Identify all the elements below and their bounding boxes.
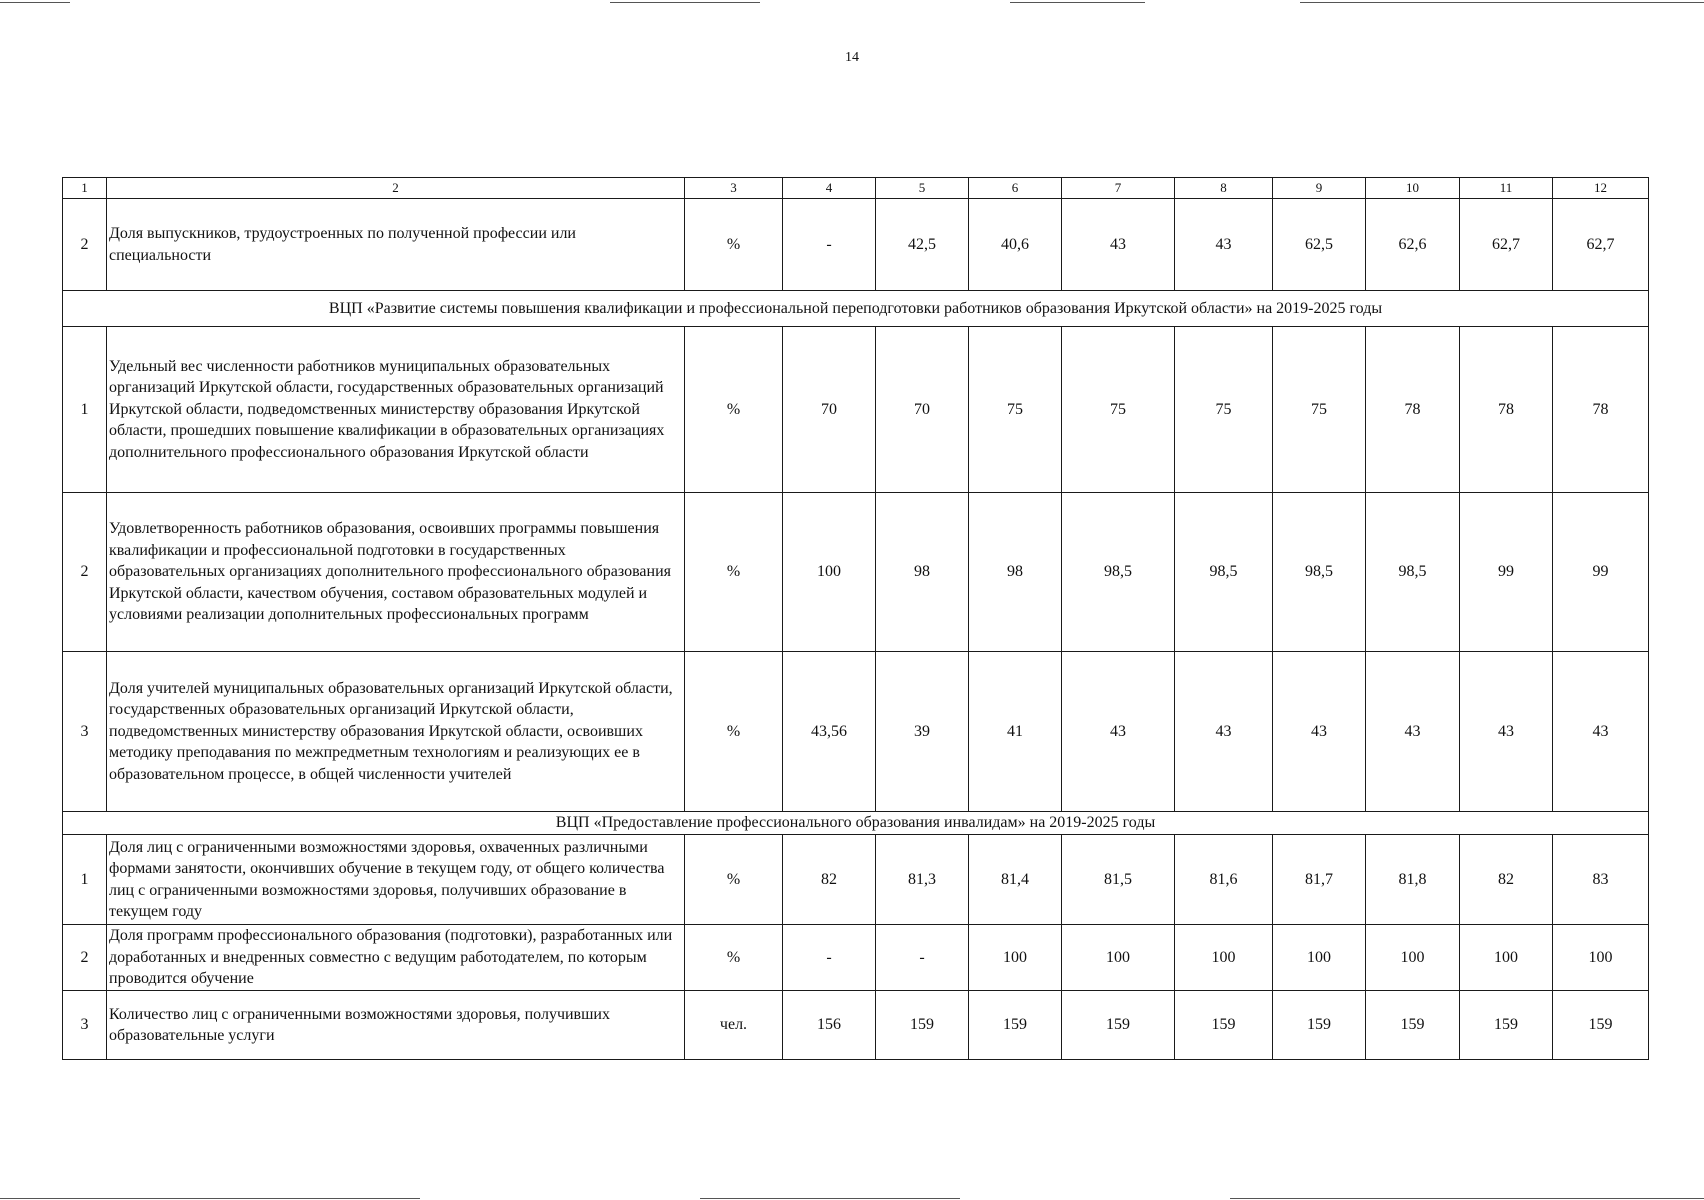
row-number-cell: 3 — [63, 652, 107, 812]
indicator-row — [63, 925, 1649, 991]
column-number-cell: 6 — [969, 178, 1062, 199]
indicator-name-cell: Доля выпускников, трудоустроенных по полученной профессии или специальности — [107, 199, 685, 291]
value-cell: 43 — [1460, 652, 1553, 812]
value-cell: 39 — [876, 652, 969, 812]
indicator-name-cell: Доля учителей муниципальных образовательных организаций Иркутской области, государственных образовательных организаций Иркутской области, подведомственных министерству образования Иркутской области, освоивших методику преподавания по межпредметным технологиям и реализующих ее в образовательном процессе, в общей численности учителей — [107, 652, 685, 812]
unit-cell: % — [685, 925, 783, 991]
value-cell: 42,5 — [876, 199, 969, 291]
value-cell: 100 — [1553, 925, 1649, 991]
scan-edge-mark — [1230, 1198, 1704, 1199]
value-cell: 100 — [1460, 925, 1553, 991]
indicator-row — [63, 835, 1649, 925]
row-number-cell: 1 — [63, 327, 107, 493]
indicators-table — [62, 177, 1649, 1060]
value-cell: 99 — [1460, 493, 1553, 652]
value-cell: 159 — [1553, 991, 1649, 1060]
column-number-cell: 4 — [783, 178, 876, 199]
column-number-cell: 2 — [107, 178, 685, 199]
value-cell: - — [783, 925, 876, 991]
column-number-cell: 8 — [1175, 178, 1273, 199]
value-cell: 81,6 — [1175, 835, 1273, 925]
column-number-cell: 7 — [1062, 178, 1175, 199]
value-cell: 98,5 — [1366, 493, 1460, 652]
value-cell: 43 — [1062, 199, 1175, 291]
indicator-name-cell: Доля лиц с ограниченными возможностями здоровья, охваченных различными формами занятости, окончивших обучение в текущем году, от общего количества лиц с ограниченными возможностями здоровья, получивших образование в текущем году — [107, 835, 685, 925]
column-number-cell: 12 — [1553, 178, 1649, 199]
table-body — [63, 178, 1649, 1060]
value-cell: 82 — [1460, 835, 1553, 925]
value-cell: 81,7 — [1273, 835, 1366, 925]
column-number-cell: 5 — [876, 178, 969, 199]
value-cell: 70 — [876, 327, 969, 493]
value-cell: 100 — [1062, 925, 1175, 991]
value-cell: 159 — [1062, 991, 1175, 1060]
value-cell: 81,5 — [1062, 835, 1175, 925]
unit-cell: чел. — [685, 991, 783, 1060]
unit-cell: % — [685, 493, 783, 652]
indicator-name-cell: Удовлетворенность работников образования, освоивших программы повышения квалификации и профессиональной подготовки в государственных образовательных организациях дополнительного профессионального образования Иркутской области, качеством обучения, составом образовательных модулей и условиями реализации дополнительных профессиональных программ — [107, 493, 685, 652]
value-cell: 75 — [969, 327, 1062, 493]
indicator-name-cell: Доля программ профессионального образования (подготовки), разработанных или доработанных и внедренных совместно с ведущим работодателем, по которым проводится обучение — [107, 925, 685, 991]
indicator-name-cell: Удельный вес численности работников муниципальных образовательных организаций Иркутской области, государственных образовательных организаций Иркутской области, подведомственных министерству образования Иркутской области, прошедших повышение квалификации в образовательных организациях дополнительного профессионального образования Иркутской области — [107, 327, 685, 493]
value-cell: 43 — [1175, 652, 1273, 812]
value-cell: 81,3 — [876, 835, 969, 925]
page-number: 14 — [845, 50, 859, 65]
column-number-cell: 3 — [685, 178, 783, 199]
value-cell: 78 — [1460, 327, 1553, 493]
value-cell: 75 — [1175, 327, 1273, 493]
value-cell: 78 — [1553, 327, 1649, 493]
value-cell: 98,5 — [1273, 493, 1366, 652]
value-cell: 75 — [1273, 327, 1366, 493]
value-cell: 98,5 — [1175, 493, 1273, 652]
section-header-row — [63, 812, 1649, 835]
value-cell: 62,7 — [1553, 199, 1649, 291]
value-cell: 40,6 — [969, 199, 1062, 291]
column-number-cell: 10 — [1366, 178, 1460, 199]
value-cell: 98 — [969, 493, 1062, 652]
value-cell: 82 — [783, 835, 876, 925]
row-number-cell: 1 — [63, 835, 107, 925]
row-number-cell: 2 — [63, 199, 107, 291]
value-cell: 41 — [969, 652, 1062, 812]
value-cell: 62,6 — [1366, 199, 1460, 291]
value-cell: 62,5 — [1273, 199, 1366, 291]
scan-edge-mark — [610, 2, 760, 3]
indicator-name-cell: Количество лиц с ограниченными возможностями здоровья, получивших образовательные услуги — [107, 991, 685, 1060]
value-cell: 99 — [1553, 493, 1649, 652]
value-cell: 159 — [1460, 991, 1553, 1060]
scan-edge-mark — [1300, 2, 1704, 3]
value-cell: 98 — [876, 493, 969, 652]
value-cell: 83 — [1553, 835, 1649, 925]
value-cell: 62,7 — [1460, 199, 1553, 291]
column-number-cell: 1 — [63, 178, 107, 199]
scan-edge-mark — [0, 2, 70, 3]
indicator-row — [63, 652, 1649, 812]
value-cell: 100 — [969, 925, 1062, 991]
section-title: ВЦП «Развитие системы повышения квалификации и профессиональной переподготовки работников образования Иркутской области» на 2019-2025 годы — [63, 291, 1649, 327]
unit-cell: % — [685, 652, 783, 812]
value-cell: 75 — [1062, 327, 1175, 493]
indicator-row — [63, 493, 1649, 652]
row-number-cell: 2 — [63, 925, 107, 991]
scan-edge-mark — [700, 1198, 960, 1199]
column-number-cell: 11 — [1460, 178, 1553, 199]
value-cell: 159 — [1175, 991, 1273, 1060]
indicator-row — [63, 991, 1649, 1060]
unit-cell: % — [685, 199, 783, 291]
value-cell: - — [876, 925, 969, 991]
value-cell: 100 — [783, 493, 876, 652]
value-cell: 156 — [783, 991, 876, 1060]
row-number-cell: 3 — [63, 991, 107, 1060]
value-cell: 159 — [1273, 991, 1366, 1060]
value-cell: 70 — [783, 327, 876, 493]
indicator-row — [63, 199, 1649, 291]
value-cell: 81,8 — [1366, 835, 1460, 925]
unit-cell: % — [685, 327, 783, 493]
unit-cell: % — [685, 835, 783, 925]
header-row — [63, 178, 1649, 199]
value-cell: 81,4 — [969, 835, 1062, 925]
section-header-row — [63, 291, 1649, 327]
value-cell: 43 — [1062, 652, 1175, 812]
value-cell: 98,5 — [1062, 493, 1175, 652]
value-cell: 43 — [1273, 652, 1366, 812]
scan-edge-mark — [0, 1198, 420, 1199]
value-cell: 43 — [1553, 652, 1649, 812]
value-cell: 100 — [1366, 925, 1460, 991]
value-cell: 159 — [969, 991, 1062, 1060]
section-title: ВЦП «Предоставление профессионального образования инвалидам» на 2019-2025 годы — [63, 812, 1649, 835]
column-number-cell: 9 — [1273, 178, 1366, 199]
value-cell: 43 — [1175, 199, 1273, 291]
value-cell: 100 — [1175, 925, 1273, 991]
value-cell: 78 — [1366, 327, 1460, 493]
value-cell: - — [783, 199, 876, 291]
value-cell: 100 — [1273, 925, 1366, 991]
scan-edge-mark — [1010, 2, 1145, 3]
value-cell: 43 — [1366, 652, 1460, 812]
indicator-row — [63, 327, 1649, 493]
value-cell: 159 — [1366, 991, 1460, 1060]
value-cell: 159 — [876, 991, 969, 1060]
row-number-cell: 2 — [63, 493, 107, 652]
value-cell: 43,56 — [783, 652, 876, 812]
